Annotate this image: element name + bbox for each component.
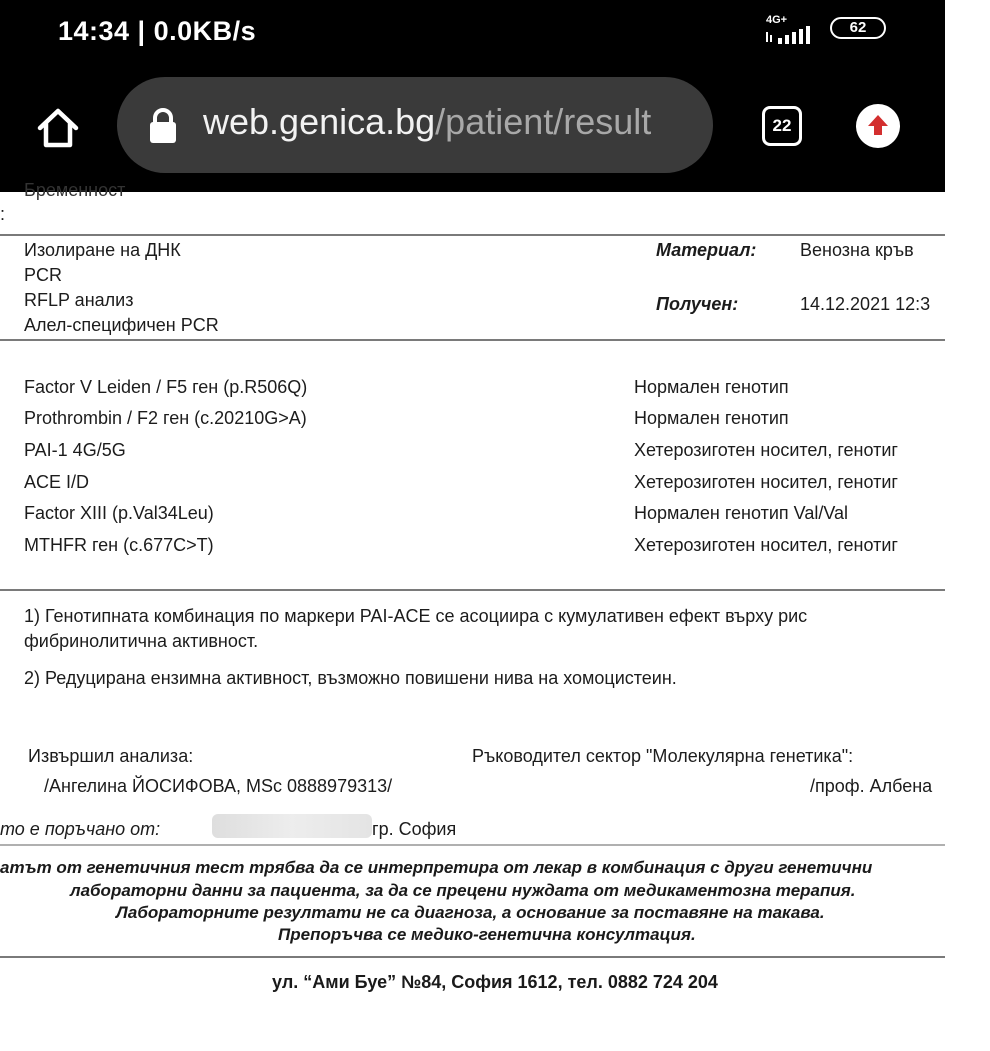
divider	[0, 589, 945, 591]
url-host: web.genica.bg	[203, 101, 436, 142]
method-item: Алел-специфичен PCR	[24, 315, 219, 335]
status-bar	[0, 0, 945, 72]
divider	[0, 956, 945, 958]
material-value: Венозна кръв	[800, 240, 914, 260]
browser-toolbar	[0, 72, 945, 192]
warning-line: атът от генетичния тест трябва да се интерпретира от лекар в комбинация с други генетични	[0, 858, 873, 877]
result-value: Нормален генотип	[634, 408, 789, 428]
result-value: Хетерозиготен носител, генотиг	[634, 440, 898, 460]
ordered-label: то е поръчано от:	[0, 819, 161, 839]
upload-button[interactable]	[856, 104, 900, 148]
performed-label: Извършил анализа:	[28, 746, 194, 766]
method-item: PCR	[24, 265, 63, 285]
head-name: /проф. Албена	[810, 776, 933, 796]
url-text[interactable]	[203, 101, 651, 143]
material-label: Материал:	[656, 240, 757, 260]
home-icon[interactable]	[34, 104, 82, 152]
upload-arrow-icon	[856, 104, 900, 148]
lab-address: ул. “Ами Буе” №84, София 1612, тел. 0882 724 204	[272, 972, 718, 992]
signal-strength-icon	[766, 26, 816, 44]
lock-icon	[147, 107, 179, 145]
redacted-area	[212, 814, 372, 838]
result-marker: Factor XIII (p.Val34Leu)	[24, 503, 214, 523]
warning-line: лабораторни данни за пациента, за да се прецени нуждата от медикаментозна терапия.	[70, 881, 856, 900]
status-time: 14:34 | 0.0KB/s	[58, 16, 257, 46]
note-text: фибринолитична активност.	[24, 631, 259, 651]
result-marker: PAI-1 4G/5G	[24, 440, 126, 460]
received-value: 14.12.2021 12:3	[800, 294, 931, 314]
result-value: Нормален генотип Val/Val	[634, 503, 849, 523]
tab-switcher-button[interactable]: 22	[762, 106, 802, 146]
result-marker: Prothrombin / F2 ген (c.20210G>A)	[24, 408, 307, 428]
colon-mark: :	[0, 204, 6, 224]
result-marker: ACE I/D	[24, 472, 90, 492]
method-item: Изолиране на ДНК	[24, 240, 181, 260]
battery-level: 62	[830, 17, 886, 39]
divider	[0, 234, 945, 236]
network-type-label: 4G+	[766, 14, 788, 26]
ordered-city: гр. София	[372, 819, 457, 839]
cut-off-heading: Бременност	[24, 180, 126, 200]
head-label: Ръководител сектор "Молекулярна генетика":	[472, 746, 854, 766]
note-text: 1) Генотипната комбинация по маркери PAI-ACE се асоциира с кумулативен ефект върху рис	[24, 606, 808, 626]
divider	[0, 339, 945, 341]
url-path: /patient/result	[435, 101, 652, 142]
warning-line: Препоръчва се медико-генетична консултация.	[278, 925, 696, 944]
method-item: RFLP анализ	[24, 290, 134, 310]
result-value: Хетерозиготен носител, генотиг	[634, 535, 898, 555]
result-value: Хетерозиготен носител, генотиг	[634, 472, 898, 492]
performed-name: /Ангелина ЙОСИФОВА, MSc 0888979313/	[44, 776, 393, 796]
address-bar[interactable]	[117, 77, 713, 173]
divider	[0, 844, 945, 846]
result-value: Нормален генотип	[634, 377, 789, 397]
result-document	[0, 180, 945, 1051]
note-text: 2) Редуцирана ензимна активност, възможно повишени нива на хомоцистеин.	[24, 668, 677, 688]
warning-line: Лабораторните резултати не са диагноза, а основание за поставяне на такава.	[116, 903, 825, 922]
result-marker: MTHFR ген (c.677C>T)	[24, 535, 214, 555]
received-label: Получен:	[656, 294, 739, 314]
result-marker: Factor V Leiden / F5 ген (p.R506Q)	[24, 377, 308, 397]
